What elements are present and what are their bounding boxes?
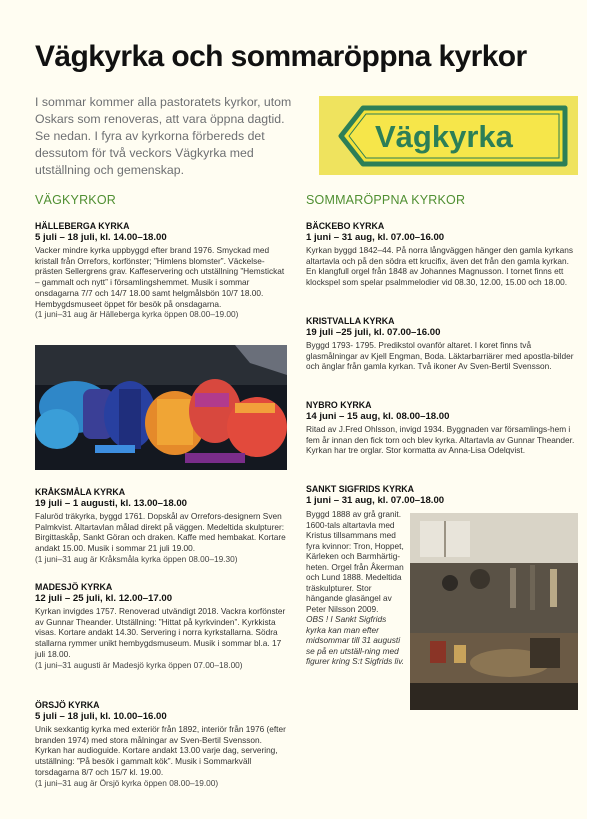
church-name: HÄLLEBERGA KYRKA: [35, 221, 130, 231]
church-dates: 19 juli – 1 augusti, kl. 13.00–18.00: [35, 498, 187, 509]
church-description: Kyrkan byggd 1842–44. På norra långväggen hänger den gamla kyrkans altartavla och på den södra ett krucifix, även det från den gamla kyrkan. En klangfull orgel från 1848 av Johannes Magnusson. I tornet finns ett klockspel som spelar psalmmelodier vid 08.30, 12.00, 15.00 och 18.00.: [306, 245, 574, 288]
intro-text: I sommar kommer alla pastoratets kyrkor, utom Oskars som renoveras, att vara öppna dagtid. Se nedan. I fyra av kyrkorna förbereds det dessutom för två veckors Vägkyrka med utställning och gemenskap.: [35, 95, 292, 177]
church-name: NYBRO KYRKA: [306, 400, 372, 410]
church-description: Byggd 1793- 1795. Predikstol ovanför altaret. I koret finns två glasmålningar av Kjell Engman, Boda. Läktarbarriärer med apostla-bilder och änglar från gamla kyrkan. Två ikoner Av Sven-Bertil Svensson.: [306, 340, 574, 372]
church-entry-halleberga: [35, 221, 287, 320]
church-dates: 1 juni – 31 aug, kl. 07.00–16.00: [306, 232, 445, 243]
church-note: (1 juni–31 aug är Kråksmåla kyrka öppen 08.00–19.30): [35, 553, 238, 564]
church-entry-nybro: [306, 400, 578, 456]
church-dates: 1 juni – 31 aug, kl. 07.00–18.00: [306, 495, 445, 506]
church-name: MADESJÖ KYRKA: [35, 582, 113, 592]
church-entry-kraksmala: [35, 487, 287, 565]
church-name: BÄCKEBO KYRKA: [306, 221, 385, 231]
church-description: Ritad av J.Fred Ohlsson, invigd 1934. Byggnaden var församlings-hem i fem år innan den fick torn och blev kyrka. Altartavla av Gunnar Theander. Kyrkan har tre orglar. Stor kormatta av Anna-Lisa Odelqvist.: [306, 424, 575, 456]
church-description: Kyrkan invigdes 1757. Renoverad utvändigt 2018. Vackra korfönster av Gunnar Theander. Utställning: ”Hittat på kyrkvinden”. Kyrkkista visas. Kortare andakt 14.30. Servering i norra kyrkstallarna. Södra stallarna rymmer unikt hembygdsmuseum. Musik i sommar bl.a. 17 juli 18.00.: [35, 606, 286, 659]
church-name: ÖRSJÖ KYRKA: [35, 700, 100, 710]
church-name: SANKT SIGFRIDS KYRKA: [306, 484, 415, 494]
church-dates: 19 juli –25 juli, kl. 07.00–16.00: [306, 327, 441, 338]
church-description: Byggd 1888 av grå granit. 1600-tals altartavla med Kristus tillsammans med fyra kvinnor: Tron, Hoppet, Kärleken och Barmhärtig-heten. Orgel från Åkerman och Lund 1888. Medeltida träskulpturer. Stor hängande glasängel av Peter Nilsson 2009.: [306, 509, 404, 614]
church-description: Faluröd träkyrka, byggd 1761. Dopskål av Orrefors-designern Sven Palmkvist. Altartavlan målad direkt på väggen. Medeltida skulpturer: Birgittaskåp, Sankt Göran och draken. Kaffe med hembakat. Kortare andakt 15.00. Musik i sommar 21 juli 19.00.: [35, 511, 286, 554]
church-description: Unik sexkantig kyrka med exteriör från 1892, interiör från 1976 (efter branden 1974) med stora målningar av Sven-Bertil Svensson. Kyrkan har audioguide. Kortare andakt 13.00 varje dag, servering, utställning: ”På besök i gammalt kök”. Musik i Sommarkväll torsdagarna 8/7 och 15/7 kl. 19.00.: [35, 724, 286, 777]
church-name: KRÅKSMÅLA KYRKA: [35, 487, 126, 497]
knitted-socks-photo: [35, 345, 287, 470]
church-entry-sankt-sigfrid-header: [306, 484, 578, 508]
left-section-heading: VÄGKYRKOR: [35, 193, 116, 207]
church-dates: 12 juli – 25 juli, kl. 12.00–17.00: [35, 593, 173, 604]
church-note: (1 juni–31 aug är Hälleberga kyrka öppen 08.00–19.00): [35, 309, 239, 320]
church-dates: 14 juni – 15 aug, kl. 08.00–18.00: [306, 411, 450, 422]
sign-text: Vägkyrka: [375, 119, 513, 154]
church-dates: 5 juli – 18 juli, kl. 14.00–18.00: [35, 232, 167, 243]
church-entry-sankt-sigfrid-body: [306, 509, 406, 667]
church-entry-kristvalla: [306, 316, 578, 372]
church-note: (1 juni–31 aug är Örsjö kyrka öppen 08.00–19.00): [35, 777, 219, 788]
church-description: Vacker mindre kyrka uppbyggd efter brand 1976. Smyckad med kristall från Orrefors, korfönster; ”Himlens blomster”. Väckelse-prästen Sellergrens grav. Kaffeservering och utställning ”Hemstickat – gammalt och nytt” i församlingshemmet. Musik i sommar onsdagarna 7/7 och 14/7 18.00 samt helgmålsbön 10/7 18.00. Hembygdsmuseet öppet för besök på onsdagarna.: [35, 245, 285, 309]
page-title: Vägkyrka och sommaröppna kyrkor: [35, 40, 527, 73]
church-name: KRISTVALLA KYRKA: [306, 316, 395, 326]
church-dates: 5 juli – 18 juli, kl. 10.00–16.00: [35, 711, 167, 722]
church-entry-madesjo: [35, 582, 287, 670]
right-section-heading: SOMMARÖPPNA KYRKOR: [306, 193, 466, 207]
church-entry-backebo: [306, 221, 578, 288]
church-note: (1 juni–31 augusti är Madesjö kyrka öppen 07.00–18.00): [35, 659, 243, 670]
vagkyrka-road-sign: [319, 96, 578, 175]
church-entry-orsjo: [35, 700, 287, 788]
church-obs-note: OBS ! I Sankt Sigfrids kyrka kan man efter midsommar till 31 augusti se på en utställ-ning med figurer kring S:t Sigfrids liv.: [306, 614, 405, 666]
old-kitchen-photo: [410, 513, 578, 710]
page-edge: [587, 0, 594, 819]
